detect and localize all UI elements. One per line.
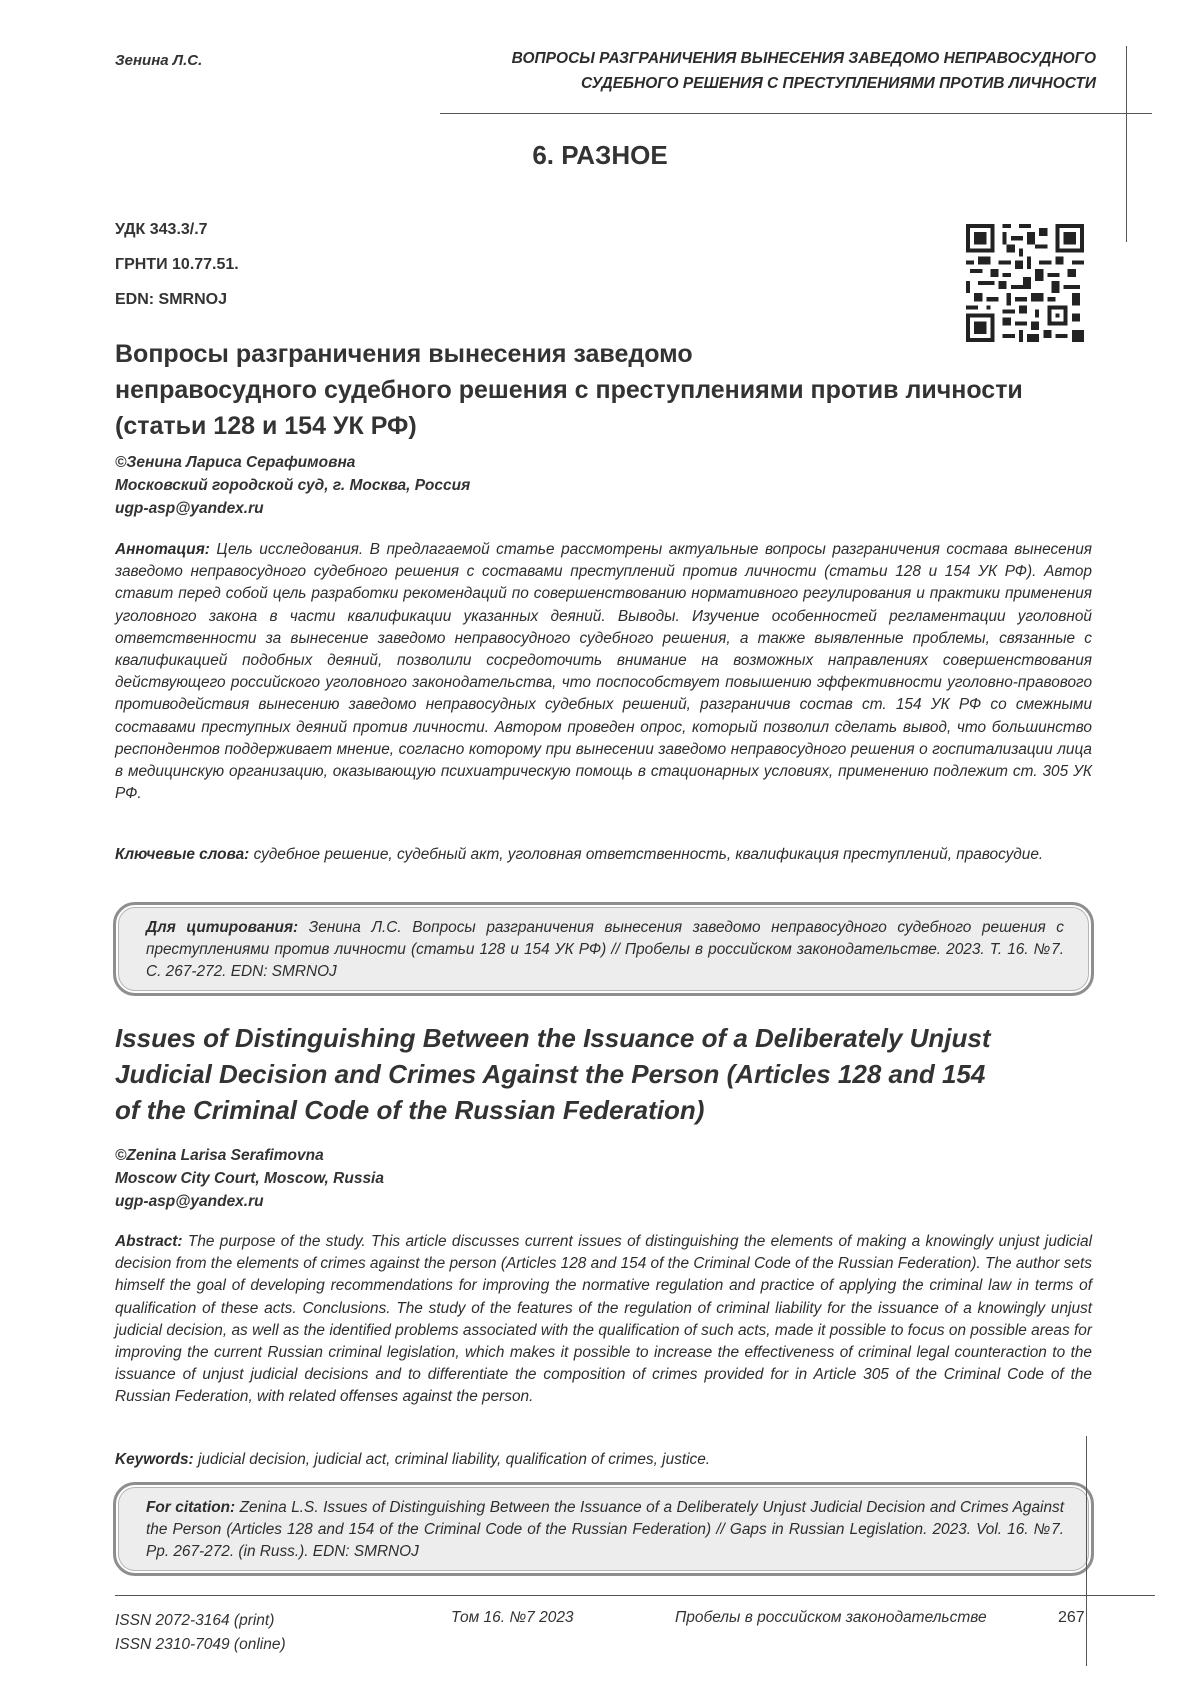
citation-text-en: Zenina L.S. Issues of Distinguishing Between the Issuance of a Deliberately Unjust Judicial Decision and Crimes Against the Person (Articles 128 and 154 of the Criminal Code of the Russian Federation) // Gaps in Russian Legislation. 2023. Vol. 16. №7. Pp. 267-272. (in Russ.). EDN: SMRNOJ xyxy=(146,1499,1064,1560)
article-title-en-line1: Issues of Distinguishing Between the Issuance of a Deliberately Unjust xyxy=(115,1023,991,1053)
article-title-ru-line1: Вопросы разграничения вынесения заведомо xyxy=(115,340,693,368)
edn-code: EDN: SMRNOJ xyxy=(115,291,228,308)
citation-en xyxy=(146,1497,1064,1563)
citation-ru xyxy=(146,917,1064,983)
author-email-en: ugp-asp@yandex.ru xyxy=(115,1193,264,1210)
author-affiliation-ru: Московский городской суд, г. Москва, Россия xyxy=(115,477,471,494)
article-title-ru-line2: неправосудного судебного решения с преступлениями против личности xyxy=(115,376,1023,404)
header-rule xyxy=(440,113,1152,114)
keywords-en xyxy=(115,1449,1092,1471)
grnti-code: ГРНТИ 10.77.51. xyxy=(115,256,239,273)
author-name-en: ©Zenina Larisa Serafimovna xyxy=(115,1147,324,1164)
abstract-label-ru: Аннотация: xyxy=(115,541,210,558)
abstract-label-en: Abstract: xyxy=(115,1233,183,1250)
article-title-en-line2: Judicial Decision and Crimes Against the Person (Articles 128 and 154 xyxy=(115,1059,986,1089)
section-heading: 6. РАЗНОЕ xyxy=(532,140,668,170)
citation-text-ru: Зенина Л.С. Вопросы разграничения вынесения заведомо неправосудного судебного решения с преступлениями против личности (статьи 128 и 154 УК РФ) // Пробелы в российском законодательстве. 2023. Т. 16. №7. С. 267-272. EDN: SMRNOJ xyxy=(146,919,1064,980)
abstract-text-ru: Цель исследования. В предлагаемой статье рассмотрены актуальные вопросы разграничения состава вынесения заведомо неправосудного судебного решения с составами преступлений против личности (статьи 128 и 154 УК РФ). Автор ставит перед собой цель разработки рекомендаций по совершенствованию нормативного регулирования и практики применения уголовного закона в части квалификации указанных деяний. Выводы. Изучение особенностей регламентации уголовной ответственности за вынесение заведомо неправосудного судебного решения, а также выявленные проблемы, связанные с квалификацией подобных деяний, позволили сосредоточить внимание на возможных направлениях совершенствования действующего российского уголовного законодательства, что поспособствует повышению эффективности уголовно-правового противодействия вынесению заведомо неправосудных судебных решений, разграничив состав ст. 154 УК РФ со смежными составами преступных деяний против личности. Автором проведен опрос, который позволил сделать вывод, что большинство респондентов поддерживает мнение, согласно которому при вынесении заведомо неправосудного решения о госпитализации лица в медицинскую организацию, оказывающую психиатрическую помощь в стационарных условиях, применению подлежит ст. 305 УК РФ. xyxy=(115,541,1092,803)
author-name-ru: ©Зенина Лариса Серафимовна xyxy=(115,454,356,471)
keywords-label-en: Keywords: xyxy=(115,1451,194,1468)
keywords-text-ru: судебное решение, судебный акт, уголовная ответственность, квалификация преступлений, правосудие. xyxy=(249,846,1044,863)
page-number: 267 xyxy=(1058,1609,1085,1626)
abstract-text-en: The purpose of the study. This article discusses current issues of distinguishing the elements of making a knowingly unjust judicial decision from the elements of crimes against the person (Articles 128 and 154 of the Criminal Code of the Russian Federation). The author sets himself the goal of developing recommendations for improving the normative regulation and practice of applying the criminal law in terms of qualification of these acts. Conclusions. The study of the features of the regulation of criminal liability for the issuance of a knowingly unjust judicial decision, as well as the identified problems associated with the qualification of such acts, made it possible to focus on possible areas for improving the current Russian criminal legislation, which makes it possible to increase the effectiveness of criminal legal counteraction to the issuance of unjust judicial decisions and to differentiate the composition of crimes provided for in Article 305 of the Criminal Code of the Russian Federation, with related offenses against the person. xyxy=(115,1233,1092,1406)
citation-label-en: For citation: xyxy=(146,1499,236,1516)
author-block-ru xyxy=(115,451,470,520)
udk-code: УДК 343.3/.7 xyxy=(115,221,208,238)
issn-online: ISSN 2310-7049 (online) xyxy=(115,1636,286,1653)
footer-issn xyxy=(115,1609,286,1657)
citation-box-ru xyxy=(113,902,1094,996)
footer-vertical-rule xyxy=(1086,1436,1087,1666)
article-title-en xyxy=(115,1020,1105,1128)
citation-box-en xyxy=(113,1482,1094,1576)
running-header-title-line1: ВОПРОСЫ РАЗГРАНИЧЕНИЯ ВЫНЕСЕНИЯ ЗАВЕДОМО НЕПРАВОСУДНОГО xyxy=(511,50,1096,67)
keywords-text-en: judicial decision, judicial act, criminal liability, qualification of crimes, justice. xyxy=(193,1451,711,1468)
article-title-en-line3: of the Criminal Code of the Russian Federation) xyxy=(115,1095,705,1125)
author-email-ru: ugp-asp@yandex.ru xyxy=(115,500,264,517)
author-block-en xyxy=(115,1144,384,1213)
article-title-ru xyxy=(115,336,1105,444)
keywords-label-ru: Ключевые слова: xyxy=(115,846,250,863)
running-header-author: Зенина Л.С. xyxy=(115,52,203,69)
footer-volume: Том 16. №7 2023 xyxy=(451,1609,574,1626)
keywords-ru xyxy=(115,844,1092,866)
citation-label-ru: Для цитирования: xyxy=(146,919,299,936)
running-header-title xyxy=(380,46,1096,96)
author-affiliation-en: Moscow City Court, Moscow, Russia xyxy=(115,1170,384,1187)
footer-rule xyxy=(115,1595,1155,1596)
abstract-en xyxy=(115,1231,1092,1409)
running-header-title-line2: СУДЕБНОГО РЕШЕНИЯ С ПРЕСТУПЛЕНИЯМИ ПРОТИВ ЛИЧНОСТИ xyxy=(580,75,1096,92)
issn-print: ISSN 2072-3164 (print) xyxy=(115,1612,275,1629)
abstract-ru xyxy=(115,539,1092,805)
footer-journal: Пробелы в российском законодательстве xyxy=(675,1609,987,1626)
qr-code xyxy=(966,224,1084,342)
article-title-ru-line3: (статьи 128 и 154 УК РФ) xyxy=(115,412,417,440)
